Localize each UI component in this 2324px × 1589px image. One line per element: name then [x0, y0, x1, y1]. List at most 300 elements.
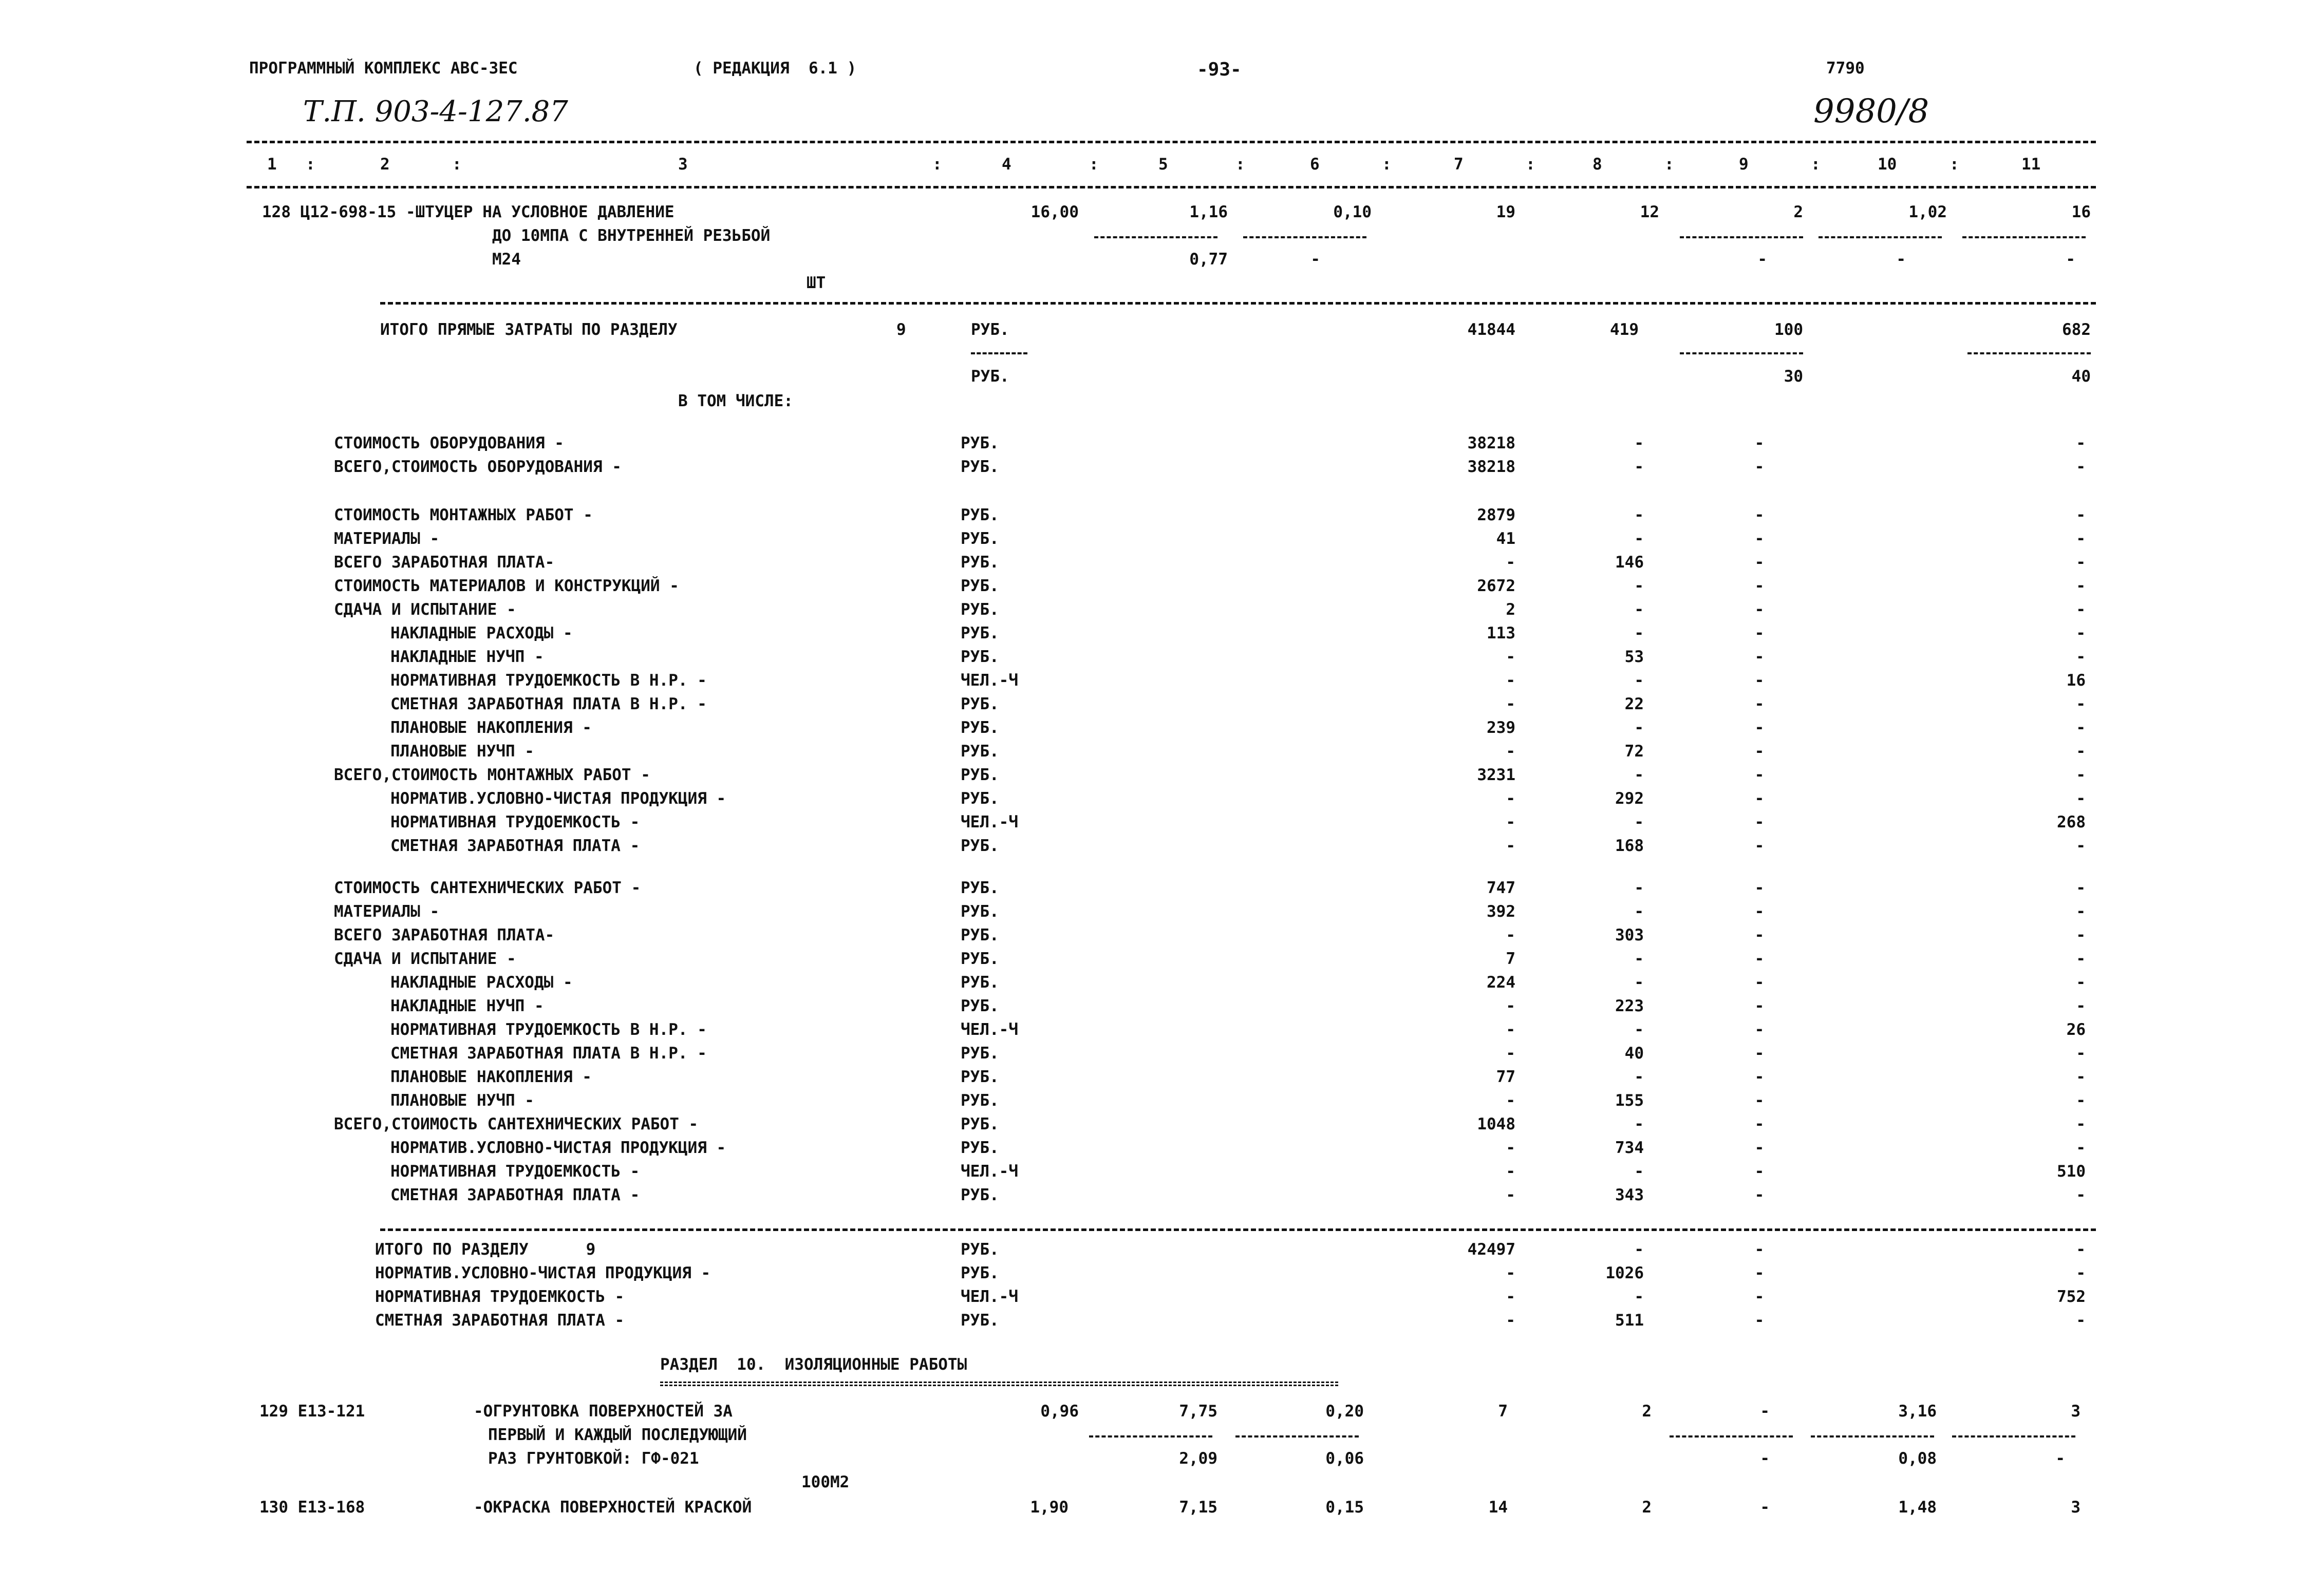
row-label: НАКЛАДНЫЕ НУЧП -	[390, 997, 544, 1015]
cell-col8: -	[1634, 766, 1644, 784]
row-label: СТОИМОСТЬ САНТЕХНИЧЕСКИХ РАБОТ -	[334, 879, 641, 897]
cell-col6: 0,10	[1333, 203, 1372, 221]
col-header: 2	[380, 155, 390, 174]
row-unit: ЧЕЛ.-Ч	[961, 671, 1018, 690]
cell-col8: 40	[1624, 1044, 1644, 1063]
cell-col8: -	[1634, 973, 1644, 992]
cell-col6: -	[1310, 250, 1320, 269]
col-header: 10	[1878, 155, 1897, 174]
cell-col6: 0,15	[1325, 1498, 1364, 1517]
cell-col7: -	[1506, 671, 1515, 690]
row-label: СТОИМОСТЬ ОБОРУДОВАНИЯ -	[334, 434, 564, 452]
cell-col8: 168	[1615, 837, 1644, 855]
item-quantity: 16,00	[1030, 203, 1079, 221]
row-unit: РУБ.	[961, 766, 999, 784]
divider	[1680, 352, 1803, 354]
cell-col9: 2	[1793, 203, 1803, 221]
including-label: В ТОМ ЧИСЛЕ:	[678, 392, 793, 410]
cell-col9: -	[1754, 1068, 1765, 1086]
cell-col9: -	[1754, 1288, 1765, 1306]
item-description: ДО 10МПА С ВНУТРЕННЕЙ РЕЗЬБОЙ	[492, 226, 771, 245]
cell-col9: -	[1754, 997, 1765, 1015]
rule-before-total	[380, 1228, 2096, 1231]
cell-col11: -	[2076, 742, 2086, 761]
row-unit: РУБ.	[961, 529, 999, 548]
cell-col8: -	[1634, 879, 1644, 897]
divider	[1089, 1435, 1212, 1437]
cell-col11: -	[2076, 434, 2086, 452]
cell-col9: -	[1754, 789, 1765, 808]
cell-col7: 19	[1496, 203, 1515, 221]
row-unit: РУБ.	[961, 506, 999, 524]
row-label: СТОИМОСТЬ МАТЕРИАЛОВ И КОНСТРУКЦИЙ -	[334, 577, 679, 595]
cell-col8: -	[1634, 1020, 1644, 1039]
cell-col5: 0,77	[1189, 250, 1228, 269]
cell-col8: 155	[1615, 1091, 1644, 1110]
cell-col7: 41844	[1467, 320, 1515, 339]
divider	[1967, 352, 2091, 354]
cell-col8: -	[1634, 458, 1644, 476]
col-sep: :	[1950, 155, 1959, 174]
cell-col7: -	[1506, 1162, 1515, 1181]
cell-col8: 1026	[1605, 1264, 1644, 1282]
row-label: ВСЕГО,СТОИМОСТЬ САНТЕХНИЧЕСКИХ РАБОТ -	[334, 1115, 699, 1133]
cell-col11: -	[2076, 926, 2086, 944]
col-sep: :	[1526, 155, 1535, 174]
item-description: М24	[492, 250, 521, 269]
cell-col7: -	[1506, 1020, 1515, 1039]
page-number: -93-	[1197, 59, 1242, 80]
row-unit: РУБ.	[961, 837, 999, 855]
row-label: ВСЕГО,СТОИМОСТЬ МОНТАЖНЫХ РАБОТ -	[334, 766, 650, 784]
cell-col7: -	[1506, 926, 1515, 944]
cell-col7: 2672	[1477, 577, 1515, 595]
divider	[1962, 236, 2086, 238]
col-header: 3	[678, 155, 688, 174]
cell-col7: 113	[1487, 624, 1515, 642]
program-name: ПРОГРАММНЫЙ КОМПЛЕКС АВС-3ЕС	[249, 59, 518, 78]
cell-col11: -	[2076, 973, 2086, 992]
cell-col8: 22	[1624, 695, 1644, 713]
cell-col9: -	[1754, 624, 1765, 642]
tp-number: Т.П. 903-4-127.87	[303, 95, 568, 128]
row-label: НАКЛАДНЫЕ РАСХОДЫ -	[390, 624, 573, 642]
document-code: 7790	[1826, 59, 1865, 78]
row-label: ПЛАНОВЫЕ НУЧП -	[390, 742, 534, 761]
cell-col6: 0,20	[1325, 1402, 1364, 1421]
cell-col8: -	[1634, 1162, 1644, 1181]
cell-col11: -	[2076, 577, 2086, 595]
cell-col11: -	[2076, 506, 2086, 524]
cell-col9: -	[1754, 1091, 1765, 1110]
cell-col11: 3	[2071, 1402, 2081, 1421]
section-underline	[660, 1382, 1338, 1386]
cell-col8: 53	[1624, 648, 1644, 666]
cell-col7: 2879	[1477, 506, 1515, 524]
row-unit: РУБ.	[961, 600, 999, 619]
row-label: НОРМАТИВ.УСЛОВНО-ЧИСТАЯ ПРОДУКЦИЯ -	[375, 1264, 711, 1282]
col-header: 5	[1158, 155, 1168, 174]
cell-col7: -	[1506, 1264, 1515, 1282]
cell-col11: 40	[2071, 367, 2091, 386]
cell-col8: 734	[1615, 1139, 1644, 1157]
cell-col8: -	[1634, 1115, 1644, 1133]
row-unit: ЧЕЛ.-Ч	[961, 1162, 1018, 1181]
cell-col11: -	[2076, 695, 2086, 713]
cell-col9: -	[1757, 250, 1767, 269]
item-unit: 100М2	[801, 1473, 850, 1491]
row-label: НАКЛАДНЫЕ НУЧП -	[390, 648, 544, 666]
cell-col6: 0,06	[1325, 1449, 1364, 1468]
cell-col7: 7	[1498, 1402, 1508, 1421]
edition-label: ( РЕДАКЦИЯ 6.1 )	[694, 59, 857, 78]
cell-col7: 1048	[1477, 1115, 1515, 1133]
cell-col7: -	[1506, 1044, 1515, 1063]
row-unit: РУБ.	[961, 902, 999, 921]
cell-col8: -	[1634, 902, 1644, 921]
cell-col5: 7,75	[1179, 1402, 1217, 1421]
cell-col10: -	[1896, 250, 1906, 269]
cell-col9: -	[1754, 529, 1765, 548]
rule-top	[247, 141, 2096, 143]
col-sep: :	[1382, 155, 1392, 174]
row-unit: РУБ.	[961, 1240, 999, 1259]
cell-col9: -	[1754, 1139, 1765, 1157]
row-label: СМЕТНАЯ ЗАРАБОТНАЯ ПЛАТА -	[390, 1186, 640, 1204]
cell-col9: 30	[1784, 367, 1803, 386]
col-header: 11	[2021, 155, 2041, 174]
col-header: 8	[1592, 155, 1602, 174]
cell-col9: -	[1754, 577, 1765, 595]
cell-col11: 26	[2066, 1020, 2086, 1039]
cell-col5: 7,15	[1179, 1498, 1217, 1517]
cell-col7: -	[1506, 553, 1515, 572]
cell-col8: 2	[1642, 1402, 1652, 1421]
row-unit: РУБ.	[961, 950, 999, 968]
cell-col7: -	[1506, 813, 1515, 831]
row-label: СМЕТНАЯ ЗАРАБОТНАЯ ПЛАТА В Н.Р. -	[390, 1044, 707, 1063]
cell-col7: -	[1506, 837, 1515, 855]
row-label: НОРМАТИВНАЯ ТРУДОЕМКОСТЬ -	[390, 1162, 640, 1181]
row-label: НОРМАТИВНАЯ ТРУДОЕМКОСТЬ В Н.Р. -	[390, 1020, 707, 1039]
cell-col9: -	[1754, 837, 1765, 855]
col-sep: :	[1235, 155, 1245, 174]
row-label: НАКЛАДНЫЕ РАСХОДЫ -	[390, 973, 573, 992]
cell-col7: -	[1506, 742, 1515, 761]
cell-col10: 1,02	[1908, 203, 1947, 221]
cell-col9: -	[1754, 600, 1765, 619]
row-label: ПЛАНОВЫЕ НАКОПЛЕНИЯ -	[390, 718, 592, 737]
cell-col7: 38218	[1467, 458, 1515, 476]
cell-col10: 1,48	[1898, 1498, 1937, 1517]
row-label: ИТОГО ПО РАЗДЕЛУ 9	[375, 1240, 596, 1259]
row-unit: РУБ.	[961, 553, 999, 572]
col-sep: :	[1089, 155, 1099, 174]
cell-col9: 100	[1774, 320, 1803, 339]
cell-col11: -	[2076, 624, 2086, 642]
row-unit: РУБ.	[961, 434, 999, 452]
itogo-label: ИТОГО ПРЯМЫЕ ЗАТРАТЫ ПО РАЗДЕЛУ	[380, 320, 678, 339]
cell-col8: -	[1634, 950, 1644, 968]
cell-col9: -	[1754, 1186, 1765, 1204]
cell-col9: -	[1754, 695, 1765, 713]
cell-col8: -	[1634, 1068, 1644, 1086]
cell-col9: -	[1754, 950, 1765, 968]
cell-col11: -	[2076, 648, 2086, 666]
row-unit: РУБ.	[961, 973, 999, 992]
cell-col7: 224	[1487, 973, 1515, 992]
row-unit: ЧЕЛ.-Ч	[961, 813, 1018, 831]
row-label: СМЕТНАЯ ЗАРАБОТНАЯ ПЛАТА -	[390, 837, 640, 855]
cell-col11: -	[2076, 1115, 2086, 1133]
cell-col7: 7	[1506, 950, 1515, 968]
cell-col11: -	[2076, 1186, 2086, 1204]
item-description: -ОГРУНТОВКА ПОВЕРХНОСТЕЙ ЗА	[474, 1402, 733, 1421]
cell-col11: -	[2076, 458, 2086, 476]
cell-col7: 38218	[1467, 434, 1515, 452]
cell-col7: 392	[1487, 902, 1515, 921]
cell-col5: 2,09	[1179, 1449, 1217, 1468]
cell-col8: 2	[1642, 1498, 1652, 1517]
row-unit: РУБ.	[961, 1044, 999, 1063]
cell-col7: -	[1506, 1186, 1515, 1204]
cell-col9: -	[1754, 1044, 1765, 1063]
row-unit: РУБ.	[961, 458, 999, 476]
cell-col9: -	[1754, 1020, 1765, 1039]
cell-col11: -	[2076, 1240, 2086, 1259]
cell-col9: -	[1754, 1240, 1765, 1259]
item-description: -ОКРАСКА ПОВЕРХНОСТЕЙ КРАСКОЙ	[474, 1498, 752, 1517]
cell-col7: 77	[1496, 1068, 1515, 1086]
cell-col7: 3231	[1477, 766, 1515, 784]
divider	[971, 352, 1027, 354]
item-description: 128 Ц12-698-15 -ШТУЦЕР НА УСЛОВНОЕ ДАВЛЕНИЕ	[262, 203, 674, 221]
cell-col9: -	[1754, 879, 1765, 897]
cell-col8: 72	[1624, 742, 1644, 761]
cell-col9: -	[1754, 553, 1765, 572]
row-unit: РУБ.	[961, 742, 999, 761]
row-unit: РУБ.	[961, 1115, 999, 1133]
cell-col9: -	[1754, 718, 1765, 737]
cell-col8: -	[1634, 624, 1644, 642]
cell-col11: -	[2076, 879, 2086, 897]
cell-col8: -	[1634, 434, 1644, 452]
col-sep: :	[1664, 155, 1674, 174]
rule-under-headers	[247, 186, 2096, 188]
row-label: СМЕТНАЯ ЗАРАБОТНАЯ ПЛАТА В Н.Р. -	[390, 695, 707, 713]
item-quantity: 1,90	[1030, 1498, 1069, 1517]
col-header: 9	[1739, 155, 1749, 174]
row-unit: РУБ.	[961, 1139, 999, 1157]
cell-col7: 747	[1487, 879, 1515, 897]
cell-col9: -	[1754, 902, 1765, 921]
cell-col11: -	[2076, 718, 2086, 737]
cell-col8: -	[1634, 813, 1644, 831]
col-header: 4	[1002, 155, 1011, 174]
row-label: НОРМАТИВНАЯ ТРУДОЕМКОСТЬ В Н.Р. -	[390, 671, 707, 690]
cell-col9: -	[1760, 1498, 1770, 1517]
cell-col8: -	[1634, 1288, 1644, 1306]
cell-col9: -	[1754, 671, 1765, 690]
cell-col8: 343	[1615, 1186, 1644, 1204]
cell-col9: -	[1754, 766, 1765, 784]
row-unit: РУБ.	[961, 1186, 999, 1204]
item-unit: ШТ	[807, 274, 826, 292]
cell-col7: -	[1506, 1311, 1515, 1330]
row-unit: РУБ.	[961, 1264, 999, 1282]
cell-col8: 303	[1615, 926, 1644, 944]
divider	[1819, 236, 1942, 238]
cell-col9: -	[1754, 1162, 1765, 1181]
cell-col8: 223	[1615, 997, 1644, 1015]
item-description: РАЗ ГРУНТОВКОЙ: ГФ-021	[488, 1449, 699, 1468]
row-unit: РУБ.	[961, 718, 999, 737]
divider	[1670, 1435, 1793, 1437]
sheet-number: 9980/8	[1813, 92, 1929, 130]
cell-col7: 239	[1487, 718, 1515, 737]
cell-col9: -	[1754, 434, 1765, 452]
cell-col5: 1,16	[1189, 203, 1228, 221]
cell-col11: 3	[2071, 1498, 2081, 1517]
cell-col11: -	[2076, 1139, 2086, 1157]
row-unit: РУБ.	[961, 926, 999, 944]
cell-col9: -	[1754, 458, 1765, 476]
cell-col11: -	[2076, 1044, 2086, 1063]
unit-label: РУБ.	[971, 320, 1009, 339]
row-label: СДАЧА И ИСПЫТАНИЕ -	[334, 950, 516, 968]
cell-col8: 419	[1610, 320, 1639, 339]
item-description: ПЕРВЫЙ И КАЖДЫЙ ПОСЛЕДУЮЩИЙ	[488, 1426, 747, 1444]
section-heading: РАЗДЕЛ 10. ИЗОЛЯЦИОННЫЕ РАБОТЫ	[660, 1355, 967, 1374]
row-label: ВСЕГО ЗАРАБОТНАЯ ПЛАТА-	[334, 553, 555, 572]
cell-col8: 12	[1640, 203, 1659, 221]
row-label: ВСЕГО,СТОИМОСТЬ ОБОРУДОВАНИЯ -	[334, 458, 622, 476]
cell-col11: 510	[2057, 1162, 2086, 1181]
cell-col9: -	[1754, 973, 1765, 992]
cell-col7: 41	[1496, 529, 1515, 548]
item-code: 130 Е13-168	[259, 1498, 365, 1517]
cell-col8: -	[1634, 506, 1644, 524]
cell-col10: 0,08	[1898, 1449, 1937, 1468]
cell-col11: 268	[2057, 813, 2086, 831]
col-sep: :	[306, 155, 315, 174]
cell-col9: -	[1760, 1449, 1770, 1468]
cell-col11: -	[2076, 766, 2086, 784]
row-unit: РУБ.	[961, 997, 999, 1015]
cell-col11: -	[2076, 950, 2086, 968]
divider	[1235, 1435, 1359, 1437]
row-unit: ЧЕЛ.-Ч	[961, 1020, 1018, 1039]
cell-col8: 146	[1615, 553, 1644, 572]
row-unit: РУБ.	[961, 879, 999, 897]
divider	[1680, 236, 1803, 238]
cell-col9: -	[1754, 1311, 1765, 1330]
cell-col7: -	[1506, 648, 1515, 666]
cell-col7: 14	[1488, 1498, 1508, 1517]
cell-col7: -	[1506, 997, 1515, 1015]
cell-col8: -	[1634, 1240, 1644, 1259]
cell-col7: -	[1506, 1139, 1515, 1157]
rule-item-end	[380, 302, 2096, 305]
cell-col9: -	[1754, 742, 1765, 761]
cell-col11: -	[2076, 1091, 2086, 1110]
cell-col11: 752	[2057, 1288, 2086, 1306]
row-label: НОРМАТИВНАЯ ТРУДОЕМКОСТЬ -	[390, 813, 640, 831]
cell-col11: -	[2076, 902, 2086, 921]
cell-col7: -	[1506, 1288, 1515, 1306]
unit-label: РУБ.	[971, 367, 1009, 386]
cell-col11: -	[2076, 789, 2086, 808]
cell-col8: -	[1634, 577, 1644, 595]
cell-col9: -	[1760, 1402, 1770, 1421]
cell-col11: -	[2055, 1449, 2065, 1468]
cell-col8: -	[1634, 671, 1644, 690]
row-label: СТОИМОСТЬ МОНТАЖНЫХ РАБОТ -	[334, 506, 593, 524]
col-header: 7	[1454, 155, 1464, 174]
cell-col9: -	[1754, 813, 1765, 831]
cell-col11: -	[2076, 1311, 2086, 1330]
cell-col9: -	[1754, 926, 1765, 944]
col-header: 1	[267, 155, 277, 174]
cell-col11: -	[2076, 997, 2086, 1015]
cell-col11: -	[2076, 529, 2086, 548]
cell-col7: -	[1506, 1091, 1515, 1110]
divider	[1243, 236, 1366, 238]
row-unit: РУБ.	[961, 624, 999, 642]
divider	[1952, 1435, 2075, 1437]
cell-col8: 292	[1615, 789, 1644, 808]
row-unit: ЧЕЛ.-Ч	[961, 1288, 1018, 1306]
cell-col11: 682	[2062, 320, 2091, 339]
cell-col8: -	[1634, 529, 1644, 548]
row-label: МАТЕРИАЛЫ -	[334, 902, 440, 921]
row-label: ПЛАНОВЫЕ НУЧП -	[390, 1091, 534, 1110]
row-label: СДАЧА И ИСПЫТАНИЕ -	[334, 600, 516, 619]
col-sep: :	[452, 155, 462, 174]
cell-col9: -	[1754, 648, 1765, 666]
row-label: НОРМАТИВ.УСЛОВНО-ЧИСТАЯ ПРОДУКЦИЯ -	[390, 1139, 726, 1157]
cell-col11: -	[2076, 553, 2086, 572]
row-label: СМЕТНАЯ ЗАРАБОТНАЯ ПЛАТА -	[375, 1311, 625, 1330]
row-unit: РУБ.	[961, 1091, 999, 1110]
col-sep: :	[932, 155, 942, 174]
cell-col7: 42497	[1467, 1240, 1515, 1259]
cell-col11: 16	[2066, 671, 2086, 690]
cell-col10: 3,16	[1898, 1402, 1937, 1421]
cell-col7: -	[1506, 789, 1515, 808]
cell-col11: -	[2076, 837, 2086, 855]
cell-col7: 2	[1506, 600, 1515, 619]
cell-col8: 511	[1615, 1311, 1644, 1330]
section-number: 9	[896, 320, 906, 339]
row-unit: РУБ.	[961, 648, 999, 666]
row-label: НОРМАТИВ.УСЛОВНО-ЧИСТАЯ ПРОДУКЦИЯ -	[390, 789, 726, 808]
divider	[1811, 1435, 1934, 1437]
cell-col7: -	[1506, 695, 1515, 713]
row-label: МАТЕРИАЛЫ -	[334, 529, 440, 548]
col-header: 6	[1310, 155, 1320, 174]
row-unit: РУБ.	[961, 1068, 999, 1086]
divider	[1094, 236, 1217, 238]
row-unit: РУБ.	[961, 1311, 999, 1330]
col-sep: :	[1811, 155, 1821, 174]
cell-col11: -	[2076, 600, 2086, 619]
row-label: ВСЕГО ЗАРАБОТНАЯ ПЛАТА-	[334, 926, 555, 944]
row-unit: РУБ.	[961, 695, 999, 713]
cell-col11: -	[2076, 1068, 2086, 1086]
item-quantity: 0,96	[1040, 1402, 1079, 1421]
cell-col11: -	[2076, 1264, 2086, 1282]
